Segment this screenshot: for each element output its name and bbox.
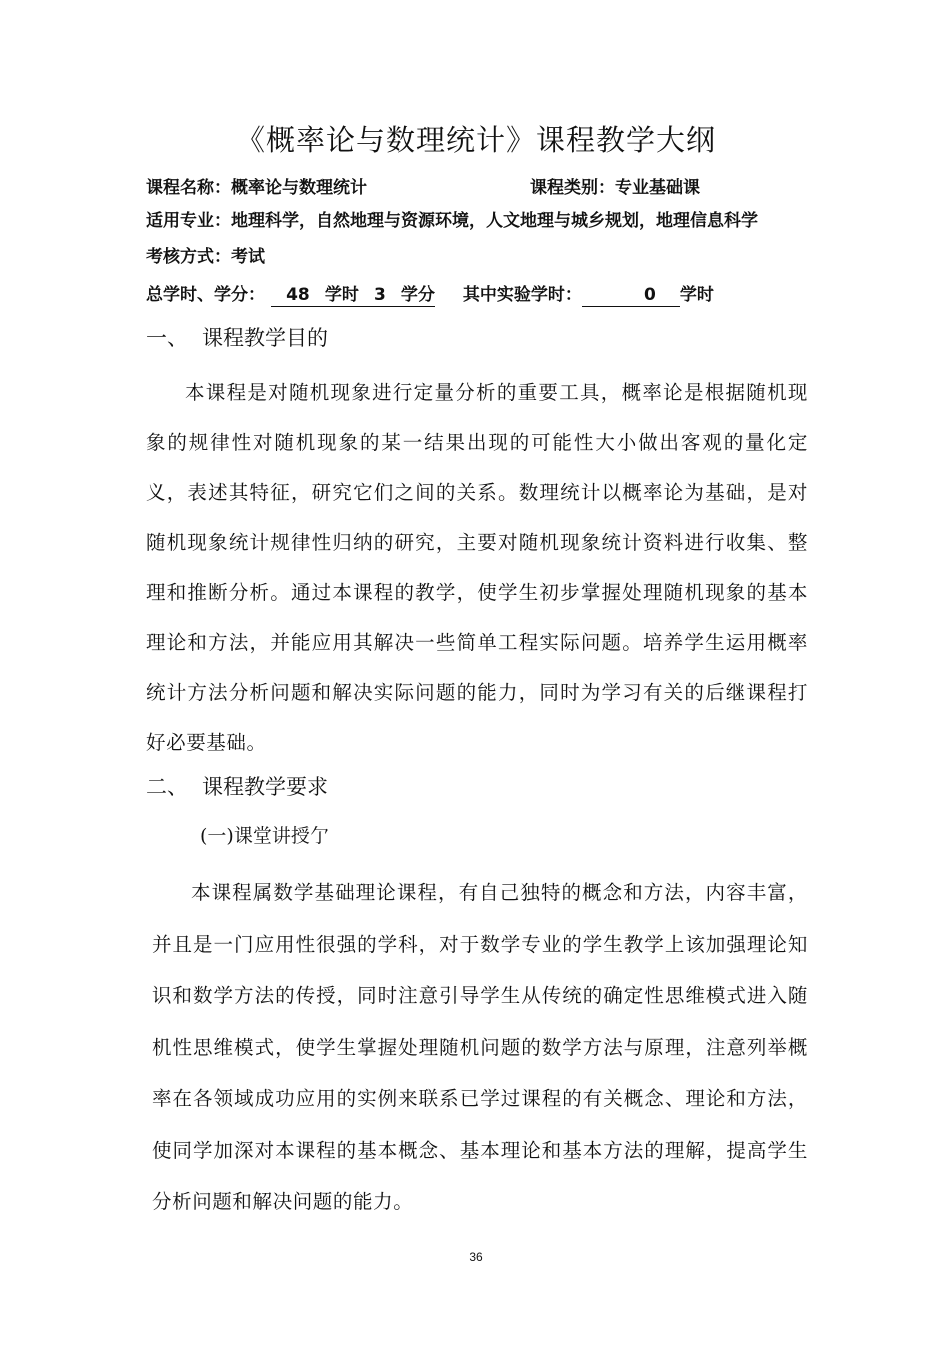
lab-unit: 学时 (679, 285, 714, 305)
exam-row (146, 244, 265, 270)
course-type (530, 175, 700, 201)
exam-value: 考试 (231, 247, 265, 267)
section2-title: 课程教学要求 (202, 775, 328, 799)
lab-label: 其中实验学时： (462, 285, 582, 305)
hours-underline (271, 284, 435, 307)
hours-unit: 学时 (324, 285, 359, 305)
credits-unit: 学分 (400, 285, 435, 305)
section1-heading (146, 323, 328, 353)
hours-value: 48 (286, 285, 310, 305)
credits-value: 3 (374, 285, 386, 305)
course-name-row (146, 175, 700, 201)
hours-row (146, 282, 714, 308)
lab-underline (582, 284, 680, 307)
major-row (146, 208, 758, 234)
section1-number: 一、 (146, 326, 188, 350)
course-name-value: 概率论与数理统计 (231, 178, 367, 198)
section2-paragraph: 本课程属数学基础理论课程，有自己独特的概念和方法，内容丰富，并且是一门应用性很强的学科，对于数学专业的学生教学上该加强理论知识和数学方法的传授，同时注意引导学生从传统的确定性思维模式进入随机性思维模式，使学生掌握处理随机问题的数学方法与原理，注意列举概率在各领域成功应用的实例来联系已学过课程的有关概念、理论和方法，使同学加深对本课程的基本概念、基本理论和基本方法的理解，提高学生分析问题和解决问题的能力。 (152, 881, 808, 1213)
lab-value: 0 (644, 285, 656, 305)
document-title: 《概率论与数理统计》课程教学大纲 (235, 123, 716, 157)
section2-subheading: (一)课堂讲授亇 (200, 825, 329, 847)
section1-paragraph: 本课程是对随机现象进行定量分析的重要工具，概率论是根据随机现象的规律性对随机现象的某一结果出现的可能性大小做出客观的量化定义，表述其特征，研究它们之间的关系。数理统计以概率论为基础，是对随机现象统计规律性归纳的研究，主要对随机现象统计资料进行收集、整理和推断分析。通过本课程的教学，使学生初步掌握处理随机现象的基本理论和方法，并能应用其解决一些简单工程实际问题。培养学生运用概率统计方法分析问题和解决实际问题的能力，同时为学习有关的后继课程打好必要基础。 (146, 381, 808, 754)
course-type-value: 专业基础课 (615, 178, 700, 198)
section2-number: 二、 (146, 775, 188, 799)
major-label: 适用专业： (146, 211, 231, 231)
section2-heading (146, 772, 328, 802)
exam-label: 考核方式： (146, 247, 231, 267)
course-type-label: 课程类别： (530, 178, 615, 198)
section1-title: 课程教学目的 (202, 326, 328, 350)
hours-label: 总学时、学分： (146, 285, 265, 305)
course-name-label: 课程名称： (146, 178, 231, 198)
page-number: 36 (469, 1250, 483, 1264)
major-value: 地理科学，自然地理与资源环境，人文地理与城乡规划，地理信息科学 (231, 211, 758, 231)
